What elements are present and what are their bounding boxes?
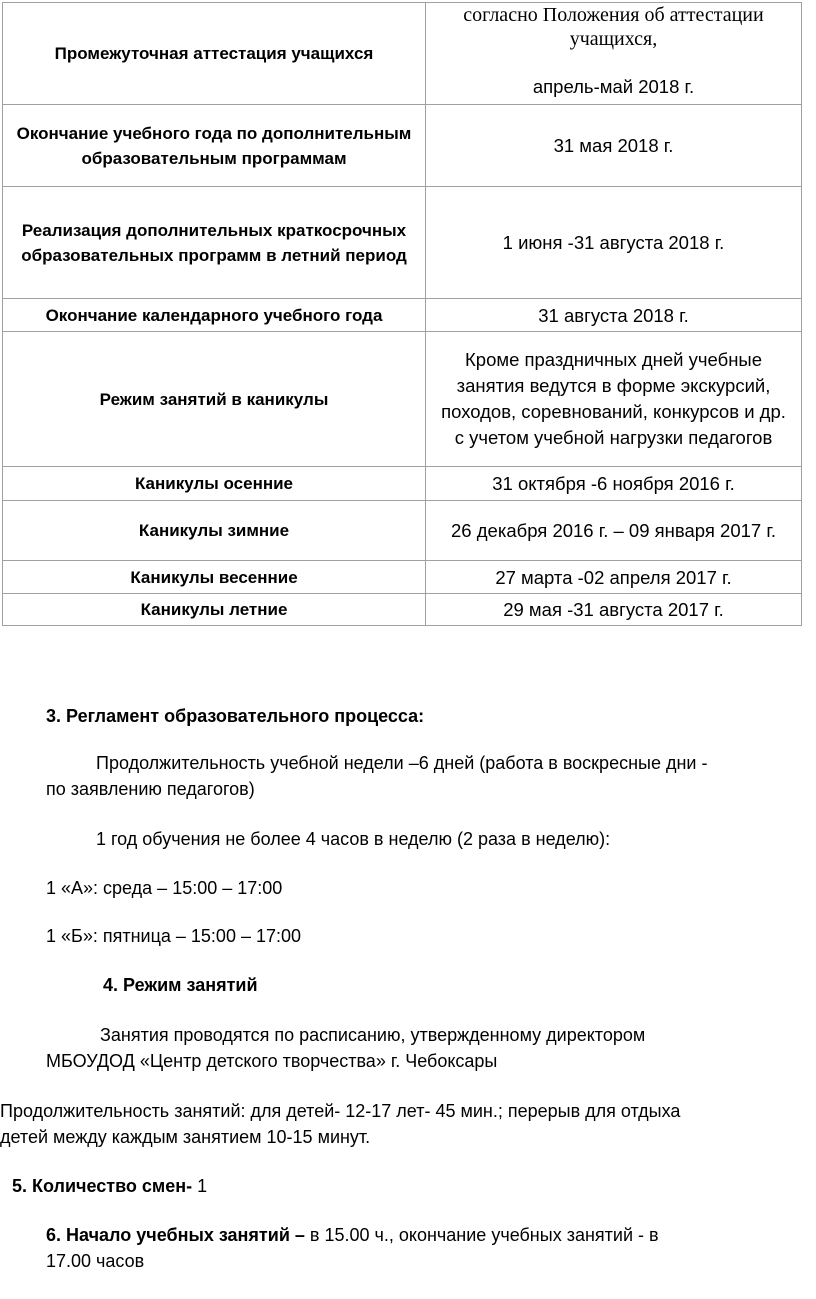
section5-heading: 5. Количество смен- [12,1176,193,1196]
row-value: 1 июня -31 августа 2018 г. [426,187,802,299]
row-label: Промежуточная аттестация учащихся [3,3,426,105]
section6-line: 17.00 часов [46,1251,145,1271]
duration-line: Продолжительность занятий: для детей- 12-17 лет- 45 мин.; перерыв для отдыха [0,1101,681,1121]
row-label: Окончание календарного учебного года [3,299,426,332]
section3-hours: 1 год обучения не более 4 часов в неделю (2 раза в неделю): [96,829,611,849]
value-line: апрель-май 2018 г. [532,76,695,97]
row-value: 27 марта -02 апреля 2017 г. [426,561,802,594]
row-value: 29 мая -31 августа 2017 г. [426,594,802,626]
row-label: Каникулы зимние [3,501,426,561]
table-row [3,467,802,501]
section4-paragraph-line: Занятия проводятся по расписанию, утвержденному директором [100,1025,646,1045]
value-line: согласно Положения об аттестации [463,4,764,26]
row-label: Каникулы весенние [3,561,426,594]
section4-heading: 4. Режим занятий [103,975,258,995]
table-row [3,3,802,105]
row-value: 31 октября -6 ноября 2016 г. [426,467,802,501]
section3-heading: 3. Регламент образовательного процесса: [46,706,425,726]
row-label: Окончание учебного года по дополнительным образовательным программам [3,105,426,187]
table-row [3,501,802,561]
group-b-schedule: 1 «Б»: пятница – 15:00 – 17:00 [46,926,302,946]
group-a-schedule: 1 «А»: среда – 15:00 – 17:00 [46,878,283,898]
row-value: Кроме праздничных дней учебные занятия ведутся в форме экскурсий, походов, соревнований, конкурсов и др. с учетом учебной нагрузки педагогов [426,332,802,467]
table-row [3,594,802,626]
section6-line [46,1222,659,1248]
table-row [3,332,802,467]
row-value: 26 декабря 2016 г. – 09 января 2017 г. [426,501,802,561]
row-label: Каникулы осенние [3,467,426,501]
row-value: 31 августа 2018 г. [426,299,802,332]
section5-line [12,1173,207,1199]
duration-line: детей между каждым занятием 10-15 минут. [0,1127,371,1147]
schedule-table [2,2,802,626]
row-value: 31 мая 2018 г. [426,105,802,187]
row-label: Режим занятий в каникулы [3,332,426,467]
table-row [3,105,802,187]
section3-paragraph-line: Продолжительность учебной недели –6 дней (работа в воскресные дни - [96,753,708,773]
table-row [3,187,802,299]
row-value [426,3,802,105]
row-label: Реализация дополнительных краткосрочных образовательных программ в летний период [3,187,426,299]
section4-paragraph-line: МБОУДОД «Центр детского творчества» г. Чебоксары [46,1051,498,1071]
value-line: учащихся, [569,28,658,50]
section3-paragraph-line: по заявлению педагогов) [46,779,255,799]
table-row [3,561,802,594]
section5-value: 1 [192,1176,208,1196]
section6-heading: 6. Начало учебных занятий – [46,1225,305,1245]
section6-text: в 15.00 ч., окончание учебных занятий - в [304,1225,659,1245]
table-row [3,299,802,332]
row-label: Каникулы летние [3,594,426,626]
